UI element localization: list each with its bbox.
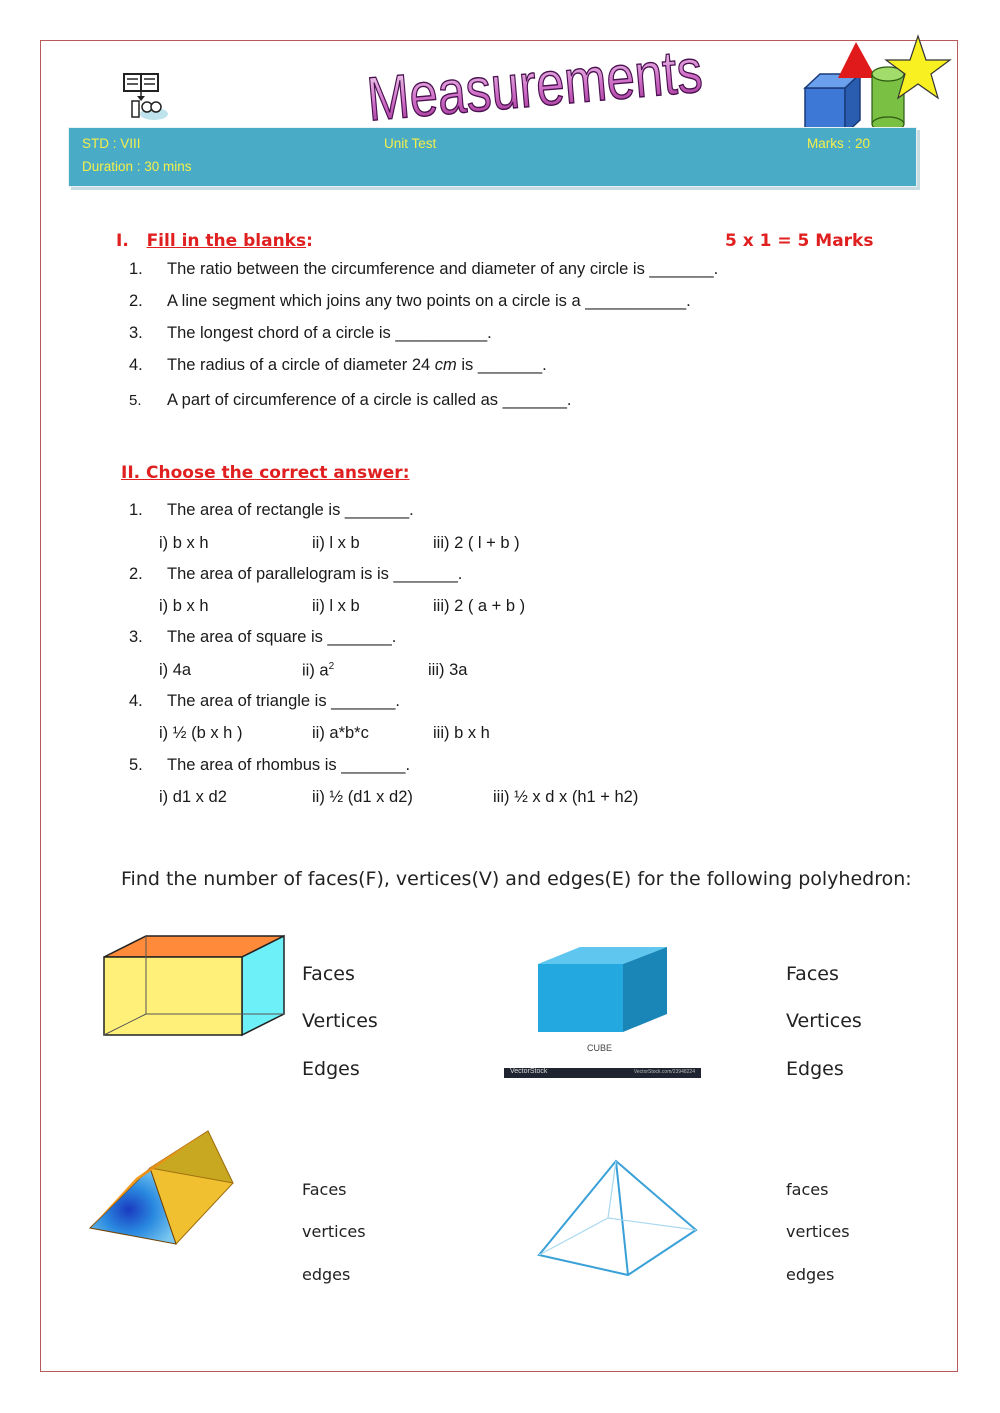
section1-heading xyxy=(116,231,313,251)
s2-q3-option-2-sup: 2 xyxy=(328,661,335,672)
s1-q1-text: The ratio between the circumference and diameter of any circle is _______. xyxy=(167,260,719,278)
s2-q3-option-3: iii) 3a xyxy=(428,661,468,679)
s2-q5-number: 5. xyxy=(129,756,143,774)
s2-q4-number: 4. xyxy=(129,692,143,710)
prism-vertices-label: vertices xyxy=(302,1222,366,1241)
s2-q2-number: 2. xyxy=(129,565,143,583)
section1-heading-colon: : xyxy=(306,231,313,251)
cuboid-figure xyxy=(100,932,288,1038)
s2-q2-option-3: iii) 2 ( a + b ) xyxy=(433,597,526,615)
s1-q3-text: The longest chord of a circle is __________. xyxy=(167,324,492,342)
s2-q1-option-1: i) b x h xyxy=(159,534,209,552)
test-type-label: Unit Test xyxy=(384,136,437,151)
section1-heading-text: Fill in the blanks xyxy=(146,231,307,251)
s1-q4-text xyxy=(167,356,547,375)
cuboid-faces-label: Faces xyxy=(302,963,355,985)
s1-q2-text: A line segment which joins any two points on a circle is a ___________. xyxy=(167,292,691,310)
shapes-icon xyxy=(800,32,952,136)
prism-faces-label: Faces xyxy=(302,1180,347,1199)
cube-vertices-label: Vertices xyxy=(786,1010,862,1032)
prism-edges-label: edges xyxy=(302,1265,351,1284)
s2-q1-option-2: ii) l x b xyxy=(312,534,360,552)
s2-q5-text: The area of rhombus is _______. xyxy=(167,756,411,774)
s2-q3-option-2-text: ii) a xyxy=(302,661,329,680)
s1-q3-number: 3. xyxy=(129,324,143,342)
s2-q1-option-3: iii) 2 ( l + b ) xyxy=(433,534,520,552)
duration-label: Duration : 30 mins xyxy=(82,159,192,174)
cube-watermark-right: VectorStock.com/23948224 xyxy=(633,1069,695,1075)
cube-faces-label: Faces xyxy=(786,963,839,985)
section2-heading: II. Choose the correct answer: xyxy=(121,463,410,483)
s2-q4-option-1: i) ½ (b x h ) xyxy=(159,724,243,742)
s2-q1-text: The area of rectangle is _______. xyxy=(167,501,414,519)
section1-marks: 5 x 1 = 5 Marks xyxy=(725,231,874,251)
s2-q4-option-3: iii) b x h xyxy=(433,724,490,742)
s1-q4-number: 4. xyxy=(129,356,143,374)
page-title xyxy=(360,28,779,135)
s2-q5-option-3: iii) ½ x d x (h1 + h2) xyxy=(493,788,639,806)
s1-q1-number: 1. xyxy=(129,260,143,278)
s2-q3-option-1: i) 4a xyxy=(159,661,192,679)
s2-q4-option-2: ii) a*b*c xyxy=(312,724,369,742)
section1-heading-prefix: I. xyxy=(116,231,129,251)
s2-q5-option-2: ii) ½ (d1 x d2) xyxy=(312,788,413,806)
cuboid-vertices-label: Vertices xyxy=(302,1010,378,1032)
s2-q4-text: The area of triangle is _______. xyxy=(167,692,400,710)
marks-label: Marks : 20 xyxy=(807,136,871,151)
cuboid-edges-label: Edges xyxy=(302,1058,360,1080)
s2-q5-option-1: i) d1 x d2 xyxy=(159,788,227,806)
triangular-prism-figure xyxy=(88,1128,236,1250)
s2-q3-option-2 xyxy=(302,661,334,681)
s2-q3-text: The area of square is _______. xyxy=(167,628,397,646)
s1-q4-text-a: The radius of a circle of diameter 24 xyxy=(167,356,435,374)
s1-q5-number: 5. xyxy=(129,392,142,409)
s1-q4-text-b: is _______. xyxy=(456,356,547,374)
cube-edges-label: Edges xyxy=(786,1058,844,1080)
cube-caption: CUBE xyxy=(587,1043,613,1053)
info-banner xyxy=(68,127,917,187)
cube-watermark-bar xyxy=(504,1068,701,1078)
s2-q2-text: The area of parallelogram is is _______. xyxy=(167,565,463,583)
s2-q3-number: 3. xyxy=(129,628,143,646)
s1-q4-unit: cm xyxy=(434,356,457,374)
square-pyramid-figure xyxy=(536,1158,700,1278)
s1-q5-text: A part of circumference of a circle is called as _______. xyxy=(167,391,572,409)
s1-q2-number: 2. xyxy=(129,292,143,310)
pyramid-edges-label: edges xyxy=(786,1265,835,1284)
pyramid-faces-label: faces xyxy=(786,1180,829,1199)
book-icon xyxy=(118,68,172,122)
cube-figure xyxy=(535,944,670,1036)
s2-q2-option-1: i) b x h xyxy=(159,597,209,615)
polyhedron-prompt: Find the number of faces(F), vertices(V) and edges(E) for the following polyhedron: xyxy=(121,868,912,890)
s2-q1-number: 1. xyxy=(129,501,143,519)
cube-watermark-left: VectorStock xyxy=(510,1068,548,1075)
std-label: STD : VIII xyxy=(82,136,141,151)
s2-q2-option-2: ii) l x b xyxy=(312,597,360,615)
title-text: Measurements xyxy=(364,30,779,135)
pyramid-vertices-label: vertices xyxy=(786,1222,850,1241)
